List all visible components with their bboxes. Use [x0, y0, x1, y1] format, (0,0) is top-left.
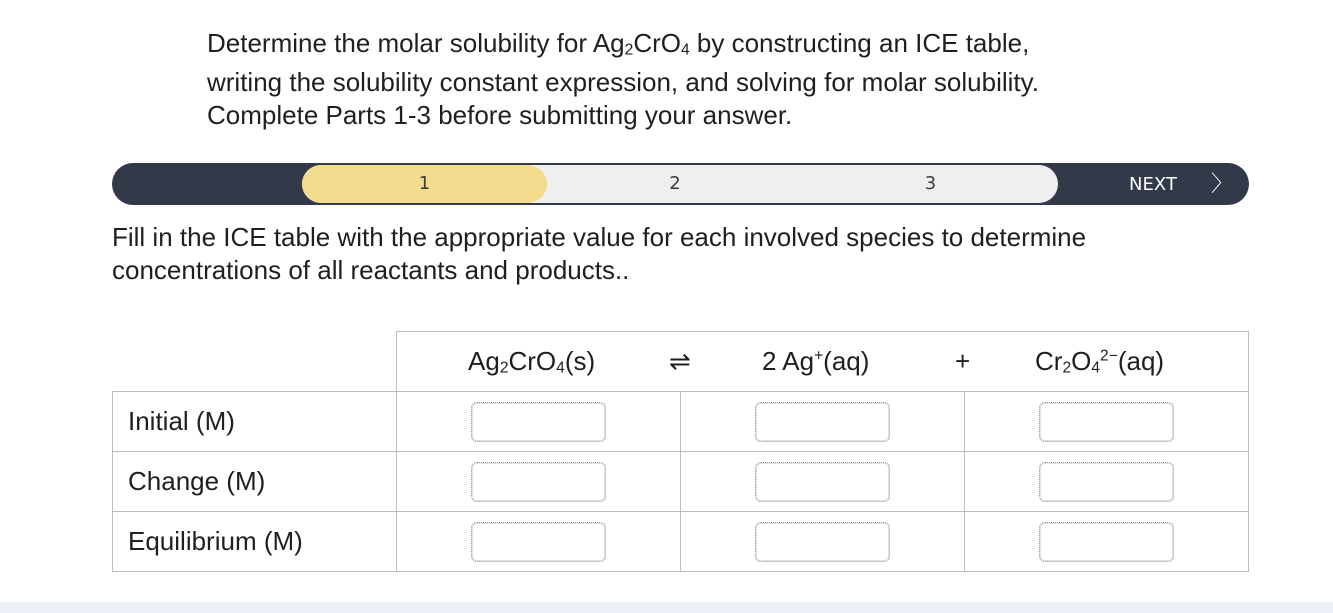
header-plus: +	[955, 346, 971, 376]
part-instruction: Fill in the ICE table with the appropriate value for each involved species to determine concentrations of all reactants and products..	[112, 222, 1087, 285]
equilibrium-reactant-input[interactable]	[471, 522, 606, 562]
header-product-2: $Cr_2O_4^{2-}(aq)$	[1035, 346, 1165, 377]
next-button-label: NEXT	[1129, 174, 1177, 195]
problem-line-3: Complete Parts 1-3 before submitting your answer.	[207, 100, 793, 131]
reaction-header	[397, 332, 1249, 392]
header-reactant: $Ag_2CrO_4(s)$	[468, 346, 596, 377]
row-label-equilibrium: Equilibrium (M)	[113, 512, 397, 572]
step-2-tab[interactable]: 2	[669, 173, 681, 194]
step-1-tab[interactable]: 1	[302, 165, 547, 203]
initial-product-1-input[interactable]	[755, 402, 890, 442]
initial-reactant-input[interactable]	[471, 402, 606, 442]
steps-track	[302, 165, 1058, 203]
next-button[interactable]	[1059, 163, 1249, 205]
change-product-2-input[interactable]	[1039, 462, 1174, 502]
problem-statement	[207, 27, 1207, 132]
header-product-1: 2 Ag+(aq)	[762, 346, 870, 376]
step-navigation-bar	[112, 163, 1249, 205]
table-row	[113, 512, 1249, 572]
ice-table	[112, 331, 1249, 572]
step-3-tab[interactable]: 3	[924, 173, 937, 194]
equilibrium-product-2-input[interactable]	[1039, 522, 1174, 562]
table-corner	[113, 332, 397, 392]
row-label-initial: Initial (M)	[113, 392, 397, 452]
table-row	[113, 392, 1249, 452]
problem-line-1: Determine the molar solubility for $Ag_2CrO_4$ by constructing an ICE table,	[207, 28, 1030, 59]
equilibrium-product-1-input[interactable]	[755, 522, 890, 562]
header-equilibrium-arrow: ⇌	[669, 346, 691, 376]
chevron-right-icon: 〉	[1211, 172, 1234, 197]
change-product-1-input[interactable]	[755, 462, 890, 502]
footer-bar	[0, 602, 1333, 613]
initial-product-2-input[interactable]	[1039, 402, 1174, 442]
row-label-change: Change (M)	[113, 452, 397, 512]
table-row	[113, 452, 1249, 512]
change-reactant-input[interactable]	[471, 462, 606, 502]
problem-line-2: writing the solubility constant expression, and solving for molar solubility.	[207, 67, 1039, 98]
